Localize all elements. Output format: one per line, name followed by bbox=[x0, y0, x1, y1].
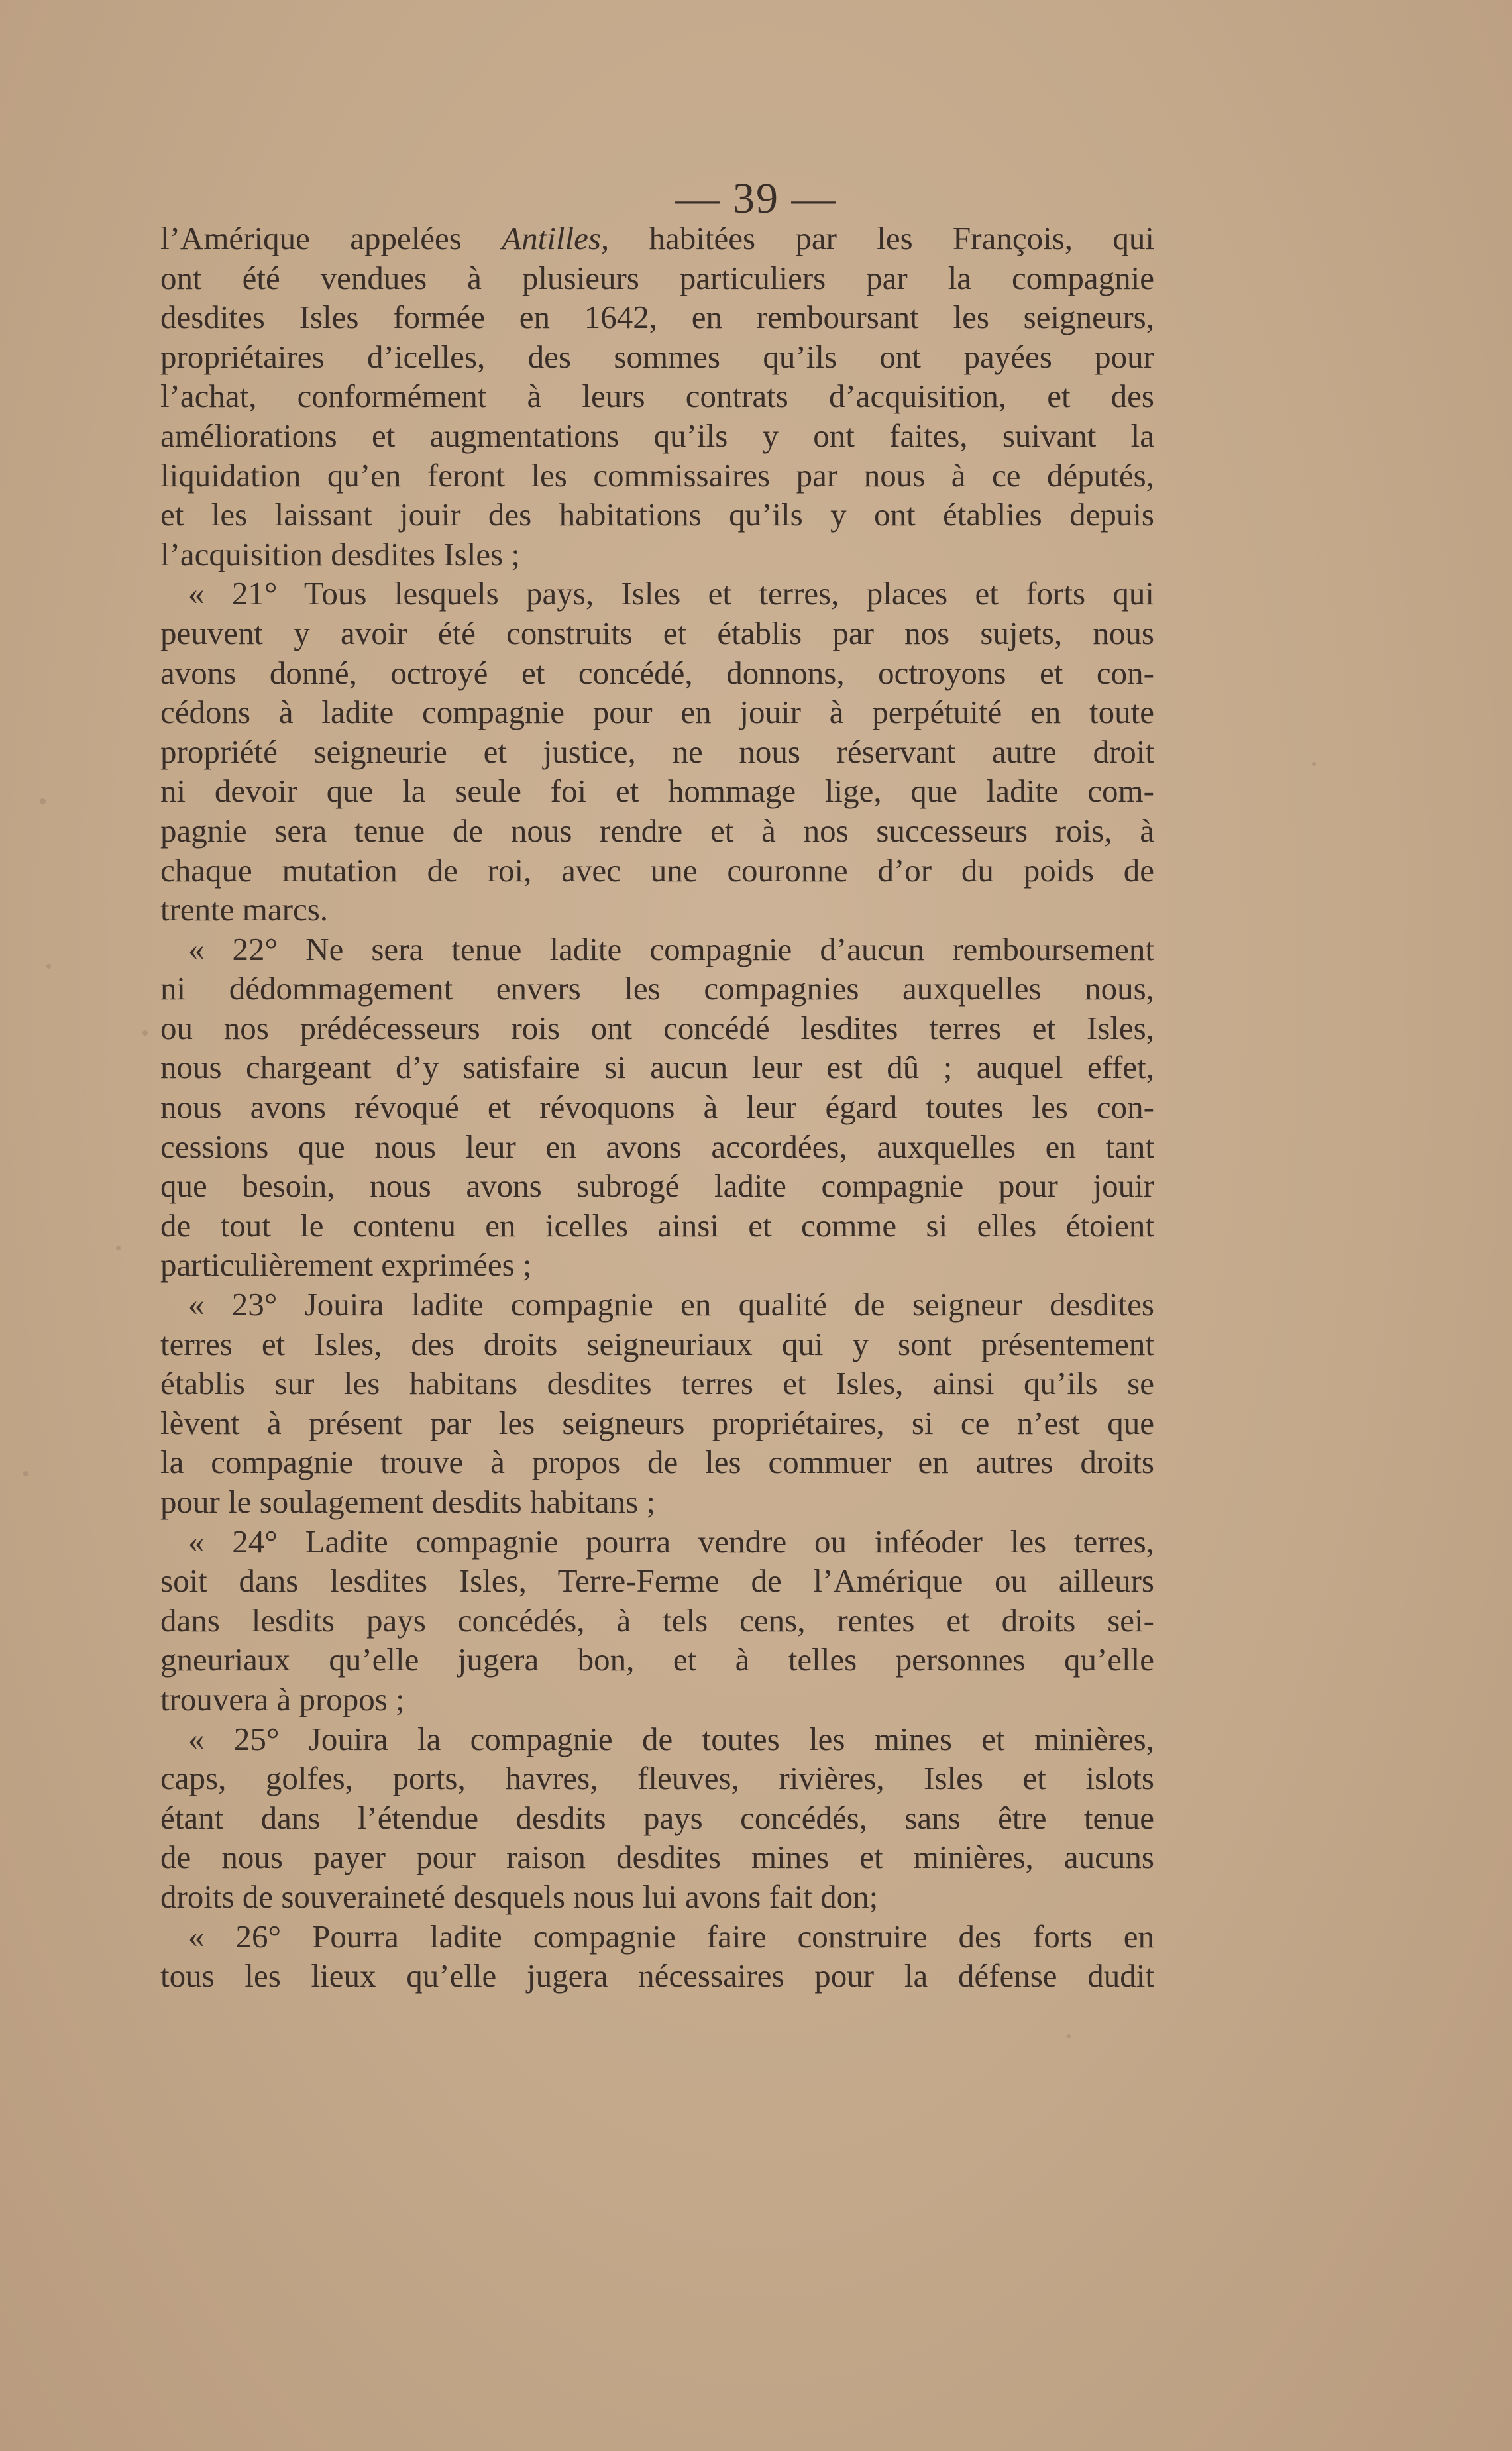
text-line bbox=[160, 1325, 1154, 1364]
text-line bbox=[160, 456, 1154, 496]
text-line bbox=[160, 1127, 1154, 1167]
text-line bbox=[160, 1087, 1154, 1127]
text-line-segment: établis sur les habitans desdites terres et Isles, ainsi qu’ils se bbox=[160, 1365, 1154, 1402]
paper-speck bbox=[23, 1471, 28, 1476]
text-line bbox=[160, 1403, 1154, 1443]
page-number: — 39 — bbox=[675, 174, 837, 223]
paper-speck bbox=[46, 964, 51, 969]
text-line-segment: tous les lieux qu’elle jugera nécessaires pour la défense dudit bbox=[160, 1957, 1154, 1994]
text-line bbox=[160, 1759, 1154, 1798]
text-line bbox=[160, 495, 1154, 535]
paper-speck bbox=[116, 1246, 121, 1250]
text-line bbox=[160, 1443, 1154, 1482]
text-line bbox=[160, 535, 1154, 574]
text-line bbox=[160, 1048, 1154, 1087]
text-line-segment: « 26° Pourra ladite compagnie faire construire des forts en bbox=[188, 1918, 1154, 1955]
text-line-segment: caps, golfes, ports, havres, fleuves, rivières, Isles et islots bbox=[160, 1760, 1154, 1797]
text-line-segment: l’Amérique appelées bbox=[160, 220, 502, 256]
text-line bbox=[160, 416, 1154, 456]
text-line bbox=[160, 258, 1154, 298]
text-line-segment: dans lesdits pays concédés, à tels cens, rentes et droits sei- bbox=[160, 1602, 1154, 1639]
text-line bbox=[160, 692, 1154, 732]
text-line bbox=[160, 1364, 1154, 1403]
text-line-segment: « 24° Ladite compagnie pourra vendre ou inféoder les terres, bbox=[188, 1523, 1154, 1560]
text-line-segment: trouvera à propos ; bbox=[160, 1680, 405, 1717]
italic-term: Antilles, bbox=[502, 220, 610, 256]
text-line-segment: et les laissant jouir des habitations qu’ils y ont établies depuis bbox=[160, 496, 1154, 533]
text-line-segment: ni dédommagement envers les compagnies auxquelles nous, bbox=[160, 970, 1154, 1007]
text-line-segment: nous chargeant d’y satisfaire si aucun leur est dû ; auquel effet, bbox=[160, 1049, 1154, 1086]
text-line-segment: « 22° Ne sera tenue ladite compagnie d’aucun remboursement bbox=[188, 930, 1154, 967]
text-line bbox=[160, 811, 1154, 851]
text-line bbox=[160, 219, 1154, 258]
text-line-segment: avons donné, octroyé et concédé, donnons, octroyons et con- bbox=[160, 654, 1154, 691]
text-line-segment: trente marcs. bbox=[160, 891, 329, 928]
text-line-segment: ont été vendues à plusieurs particuliers par la compagnie bbox=[160, 259, 1154, 296]
text-line-segment: peuvent y avoir été construits et établis par nos sujets, nous bbox=[160, 614, 1154, 651]
text-line-segment: habitées par les François, qui bbox=[609, 220, 1154, 256]
text-line-segment: « 21° Tous lesquels pays, Isles et terres, places et forts qui bbox=[188, 575, 1154, 612]
text-line-segment: nous avons révoqué et révoquons à leur égard toutes les con- bbox=[160, 1089, 1154, 1126]
text-line-segment: de tout le contenu en icelles ainsi et comme si elles étoient bbox=[160, 1207, 1154, 1244]
text-line bbox=[160, 1640, 1154, 1680]
text-line bbox=[160, 1798, 1154, 1838]
text-line-segment: pagnie sera tenue de nous rendre et à nos successeurs rois, à bbox=[160, 812, 1154, 849]
text-line-segment: de nous payer pour raison desdites mines et minières, aucuns bbox=[160, 1839, 1154, 1876]
text-line-segment: ni devoir que la seule foi et hommage lige, que ladite com- bbox=[160, 773, 1154, 810]
paper-speck bbox=[1312, 762, 1316, 766]
text-line-segment: cédons à ladite compagnie pour en jouir à perpétuité en toute bbox=[160, 694, 1154, 731]
text-line bbox=[160, 732, 1154, 772]
paper-speck bbox=[142, 1030, 148, 1036]
text-line bbox=[160, 1285, 1154, 1325]
text-line bbox=[160, 930, 1154, 969]
text-line bbox=[160, 337, 1154, 377]
text-line-segment: lèvent à présent par les seigneurs propriétaires, si ce n’est que bbox=[160, 1404, 1154, 1441]
text-line bbox=[160, 1206, 1154, 1246]
text-line bbox=[160, 376, 1154, 416]
text-line-segment: propriétaires d’icelles, des sommes qu’ils ont payées pour bbox=[160, 338, 1154, 375]
paper-speck bbox=[1067, 2034, 1071, 2038]
text-line bbox=[160, 1008, 1154, 1048]
text-line bbox=[160, 1561, 1154, 1601]
text-line bbox=[160, 1166, 1154, 1206]
text-line-segment: droits de souveraineté desquels nous lui avons fait don; bbox=[160, 1878, 879, 1915]
text-line-segment: particulièrement exprimées ; bbox=[160, 1246, 532, 1283]
text-line-segment: desdites Isles formée en 1642, en remboursant les seigneurs, bbox=[160, 299, 1154, 336]
paper-speck bbox=[40, 798, 46, 804]
text-line-segment: cessions que nous leur en avons accordées, auxquelles en tant bbox=[160, 1128, 1154, 1165]
text-line bbox=[160, 1245, 1154, 1285]
text-line bbox=[160, 969, 1154, 1008]
text-line-segment: que besoin, nous avons subrogé ladite compagnie pour jouir bbox=[160, 1168, 1154, 1205]
text-line bbox=[160, 771, 1154, 811]
text-line bbox=[160, 574, 1154, 614]
text-line bbox=[160, 1680, 1154, 1719]
text-line-segment: soit dans lesdites Isles, Terre-Ferme de l’Amérique ou ailleurs bbox=[160, 1562, 1154, 1600]
text-line bbox=[160, 1522, 1154, 1562]
text-line-segment: pour le soulagement desdits habitans ; bbox=[160, 1484, 656, 1520]
text-line-segment: gneuriaux qu’elle jugera bon, et à telles personnes qu’elle bbox=[160, 1641, 1154, 1678]
text-line bbox=[160, 1877, 1154, 1917]
text-line bbox=[160, 298, 1154, 337]
text-line bbox=[160, 1837, 1154, 1877]
text-line bbox=[160, 1719, 1154, 1759]
text-line bbox=[160, 1601, 1154, 1641]
text-line-segment: terres et Isles, des droits seigneuriaux qui y sont présentement bbox=[160, 1325, 1154, 1362]
text-line bbox=[160, 1917, 1154, 1957]
text-line bbox=[160, 851, 1154, 891]
text-line bbox=[160, 1956, 1154, 1996]
text-line-segment: propriété seigneurie et justice, ne nous réservant autre droit bbox=[160, 733, 1154, 770]
text-line-segment: chaque mutation de roi, avec une couronne d’or du poids de bbox=[160, 851, 1154, 889]
text-line-segment: « 23° Jouira ladite compagnie en qualité de seigneur desdites bbox=[188, 1286, 1154, 1323]
body-text bbox=[160, 219, 1154, 1996]
text-line-segment: « 25° Jouira la compagnie de toutes les mines et minières, bbox=[188, 1720, 1154, 1757]
text-line-segment: la compagnie trouve à propos de les commuer en autres droits bbox=[160, 1444, 1154, 1481]
text-line-segment: améliorations et augmentations qu’ils y ont faites, suivant la bbox=[160, 417, 1154, 454]
text-line-segment: ou nos prédécesseurs rois ont concédé lesdites terres et Isles, bbox=[160, 1009, 1154, 1046]
text-line bbox=[160, 890, 1154, 930]
text-line bbox=[160, 1482, 1154, 1522]
text-line bbox=[160, 614, 1154, 653]
text-line-segment: l’acquisition desdites Isles ; bbox=[160, 535, 520, 572]
text-line-segment: étant dans l’étendue desdits pays concédés, sans être tenue bbox=[160, 1799, 1154, 1836]
text-line-segment: l’achat, conformément à leurs contrats d’acquisition, et des bbox=[160, 378, 1154, 415]
text-line-segment: liquidation qu’en feront les commissaires par nous à ce députés, bbox=[160, 457, 1154, 494]
text-line bbox=[160, 653, 1154, 693]
